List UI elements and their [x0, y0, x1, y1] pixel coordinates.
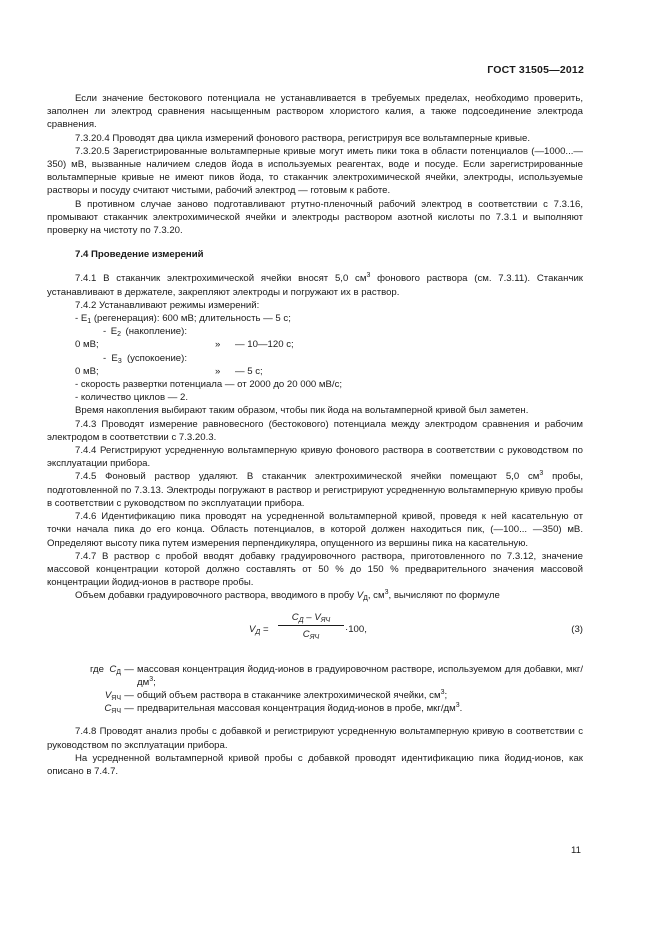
- paragraph: 7.3.20.4 Проводят два цикла измерений фонового раствора, регистрируя все вольтамперные кривые.: [75, 132, 531, 144]
- legend-item: $V_{ЯЧ}$ — общий объем раствора в стаканчике электрохимической ячейки, $см^3$;: [104, 688, 448, 702]
- paragraph: В противном случае заново подготавливают ртутно-пленочный рабочий электрод в соответствии с 7.3.16, промывают стаканчик электрохимической ячейки и электроды раствором азотной кислоты по 7.3.1 и выполняют проверку на чистоту по 7.3.20.: [47, 198, 583, 237]
- page-number: 11: [571, 845, 581, 856]
- legend-item: где $C_Д$ — массовая концентрация йодид-ионов в градуировочном растворе, используемом для добавки, мкг/$дм^3$;: [89, 663, 583, 688]
- formula-multiplier: ·100,: [345, 623, 367, 635]
- formula-fraction: [278, 611, 344, 641]
- page-content: [47, 92, 583, 778]
- mode-line: - $Е_1$ (регенерация): 600 мВ; длительность — 5 с;: [75, 313, 291, 326]
- paragraph: 7.4.1 В стаканчик электрохимической ячейки вносят 5,0 $см^3$ фонового раствора (см. 7.3.11). Стаканчик устанавливают в держателе, закрепляют электроды и погружают их в раствор.: [47, 272, 583, 298]
- legend-item: $C_{ЯЧ}$ — предварительная массовая концентрация йодид-ионов в пробе, мкг/$дм^3$.: [104, 702, 463, 716]
- mode-line: - $Е_3$ (успокоение): 0 мВ; » — 5 с;: [75, 352, 263, 377]
- section-heading: 7.4 Проведение измерений: [75, 249, 204, 261]
- paragraph: 7.4.2 Устанавливают режимы измерений:: [75, 299, 260, 311]
- variable-legend: [47, 663, 583, 716]
- paragraph: Если значение бестокового потенциала не устанавливается в требуемых пределах, необходимо проверить, заполнен ли электрод сравнения насыщенным раствором хлористого калия, а также подсоединение электрода сравнения.: [47, 93, 583, 131]
- paragraph: 7.4.6 Идентификацию пика проводят на усредненной вольтамперной кривой, проведя к ней касательную от точки начала пика до его конца. Область потенциалов, в которой должен находиться пик, (—100... —350) мВ. Определяют высоту пика путем измерения перпендикуляра, опущенного из вершины пика на касательную.: [47, 511, 583, 549]
- paragraph: 7.3.20.5 Зарегистрированные вольтамперные кривые могут иметь пики тока в области потенциалов (—1000...—350) мВ, вызванные наличием следов йода в используемых реагентах, воде и посуде. Если зарегистрированные вольтамперные кривые не имеют пиков йода, то стаканчик электрохимической ячейки, электроды, используемые растворы и посуду считают чистыми, рабочий электрод — готовым к работе.: [47, 145, 583, 197]
- mode-line: - $Е_2$ (накопление): 0 мВ; » — 10—120 с;: [75, 326, 294, 351]
- formula-denominator: $C_{ЯЧ}$: [302, 628, 320, 641]
- paragraph: 7.4.3 Проводят измерение равновесного (бестокового) потенциала между электродом сравнения и рабочим электродом в соответствии с 7.3.20.3.: [47, 418, 583, 443]
- formula-number: (3): [571, 623, 583, 635]
- paragraph: 7.4.5 Фоновый раствор удаляют. В стаканчик электрохимической ячейки помещают 5,0 $см^3$ пробы, подготовленной по 7.3.13. Электроды погружают в раствор и регистрируют усредненную вольтамперную кривую пробы в соответствии с руководством по эксплуатации прибора.: [47, 470, 583, 509]
- formula: [47, 611, 583, 655]
- paragraph: 7.4.8 Проводят анализ пробы с добавкой и регистрируют усредненную вольтамперную кривую в соответствии с руководством по эксплуатации прибора.: [47, 726, 583, 751]
- paragraph: 7.4.4 Регистрируют усредненную вольтамперную кривую фонового раствора в соответствии с руководством по эксплуатации прибора.: [47, 445, 583, 470]
- paragraph: 7.4.7 В раствор с пробой вводят добавку градуировочного раствора, приготовленного по 7.3.12, значение массовой концентрации которой должно составлять от 50 % до 150 % предварительного значения массовой концентрации йодид-ионов в растворе пробы.: [47, 550, 583, 589]
- mode-line: - скорость развертки потенциала — от 2000 до 20 000 мВ/с;: [75, 379, 343, 391]
- paragraph: Объем добавки градуировочного раствора, вводимого в пробу $V_Д$, $см^3$, вычисляют по формуле: [75, 589, 500, 603]
- formula-numerator: $C_Д - V_{ЯЧ}$: [278, 611, 344, 626]
- paragraph: На усредненной вольтамперной кривой пробы с добавкой проводят идентификацию пика йодид-ионов, как описано в 7.4.7.: [47, 752, 583, 777]
- paragraph: Время накопления выбирают таким образом, чтобы пик йода на вольтамперной кривой был заметен.: [75, 405, 529, 417]
- formula-lhs: $V_Д$ =: [249, 623, 269, 636]
- mode-line: - количество циклов — 2.: [75, 392, 188, 404]
- standard-header: ГОСТ 31505—2012: [487, 64, 584, 76]
